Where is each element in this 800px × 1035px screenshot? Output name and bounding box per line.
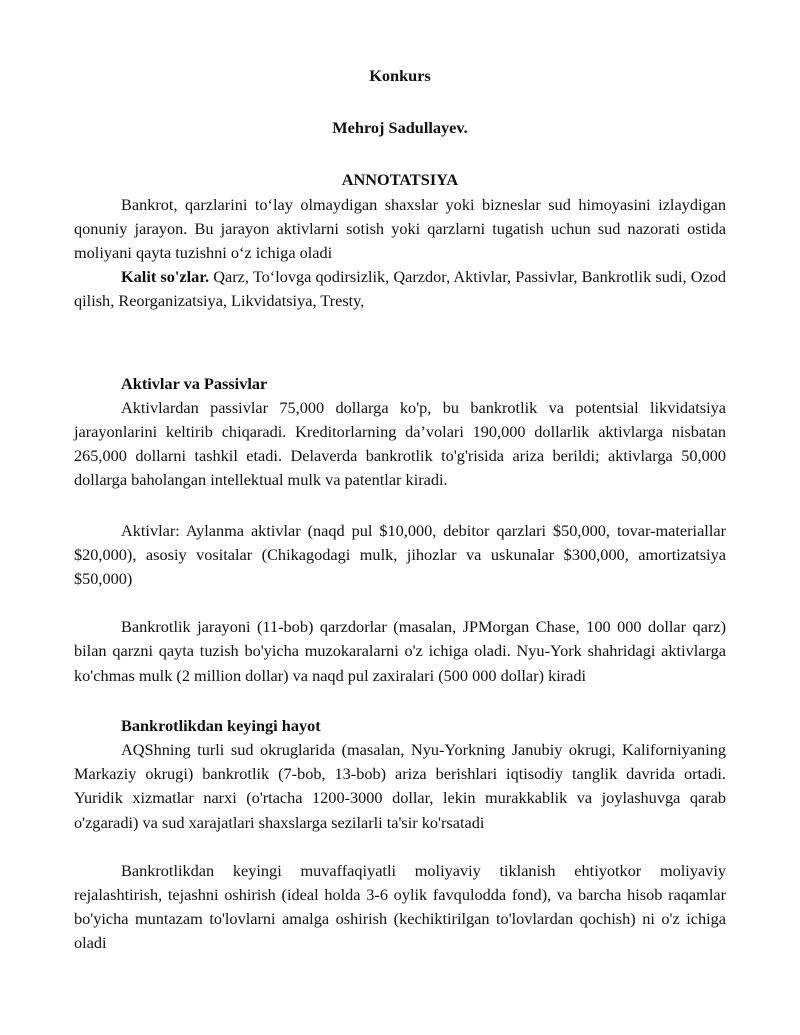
keywords-paragraph — [74, 265, 726, 313]
section-heading-assets-liabilities: Aktivlar va Passivlar — [121, 373, 268, 393]
author-name: Mehroj Sadullayev. — [332, 118, 468, 138]
keywords-label: Kalit so'zlar. — [121, 267, 210, 287]
section1-paragraph-2: Aktivlar: Aylanma aktivlar (naqd pul $10,000, debitor qarzlari $50,000, tovar-materiallar $20,000), asosiy vositalar (Chikagodagi mulk, jihozlar va uskunalar $300,000, amortizatsiya $50,000) — [74, 520, 726, 589]
spacer — [74, 591, 726, 615]
keywords-list: Qarz, To‘lovga qodirsizlik, Qarzdor, Aktivlar, Passivlar, Bankrotlik sudi, Ozod qilish, Reorganizatsiya, Likvidatsiya, Tresty, — [74, 267, 726, 311]
annotation-paragraph: Bankrot, qarzlarini to‘lay olmaydigan shaxslar yoki bizneslar sud himoyasini izlaydigan qonuniy jarayon. Bu jarayon aktivlarni sotish yoki qarzlarni tugatish uchun sud nazorati ostida moliyani qayta tuzishni o‘z ichiga oladi — [74, 194, 726, 263]
annotation-heading: ANNOTATSIYA — [341, 170, 459, 190]
section2-paragraph-1: AQShning turli sud okruglarida (masalan, Nyu-Yorkning Janubiy okrugi, Kaliforniyaning Markaziy okrugi) bankrotlik (7-bob, 13-bob) ariza berishlari iqtisodiy tanglik davrida ortadi. Yuridik xizmatlar narxi (o'rtacha 1200-3000 dollar, lekin murakkablik va joylashuvga qarab o'zgaradi) va sud xarajatlari shaxslarga sezilarli ta'sir ko'rsatadi — [74, 740, 726, 832]
document-title: Konkurs — [369, 66, 431, 85]
section1-paragraph-1: Aktivlardan passivlar 75,000 dollarga ko'p, bu bankrotlik va potentsial likvidatsiya jarayonlarini keltirib chiqaradi. Kreditorlarning da’volari 190,000 dollarlik aktivlarga nisbatan 265,000 dollarni tashkil etadi. Delaverda bankrotlik to'g'risida ariza berildi; aktivlarga 50,000 dollarga baholangan intellektual mulk va patentlar kiradi. — [74, 397, 726, 490]
section-heading-post-bankruptcy: Bankrotlikdan keyingi hayot — [121, 715, 321, 735]
section1-paragraph-3: Bankrotlik jarayoni (11-bob) qarzdorlar (masalan, JPMorgan Chase, 100 000 dollar qarz) bilan qarzni qayta tuzish bo'yicha muzokaralarni o'z ichiga oladi. Nyu-York shahridagi aktivlarga ko'chmas mulk (2 million dollar) va naqd pul zaxiralari (500 000 dollar) kiradi — [74, 617, 726, 685]
spacer — [74, 835, 726, 859]
spacer — [74, 688, 726, 714]
section2-paragraph-2: Bankrotlikdan keyingi muvaffaqiyatli moliyaviy tiklanish ehtiyotkor moliyaviy rejalashtirish, tejashni oshirish (ideal holda 3-6 oylik favqulodda fond), va barcha hisob raqamlar bo'yicha muntazam to'lovlarni amalga oshirish (kechiktirilgan to'lovlardan qochish) ni o'z ichiga oladi — [74, 860, 726, 953]
spacer — [74, 493, 726, 519]
spacer — [74, 314, 726, 372]
document-page — [74, 58, 726, 956]
